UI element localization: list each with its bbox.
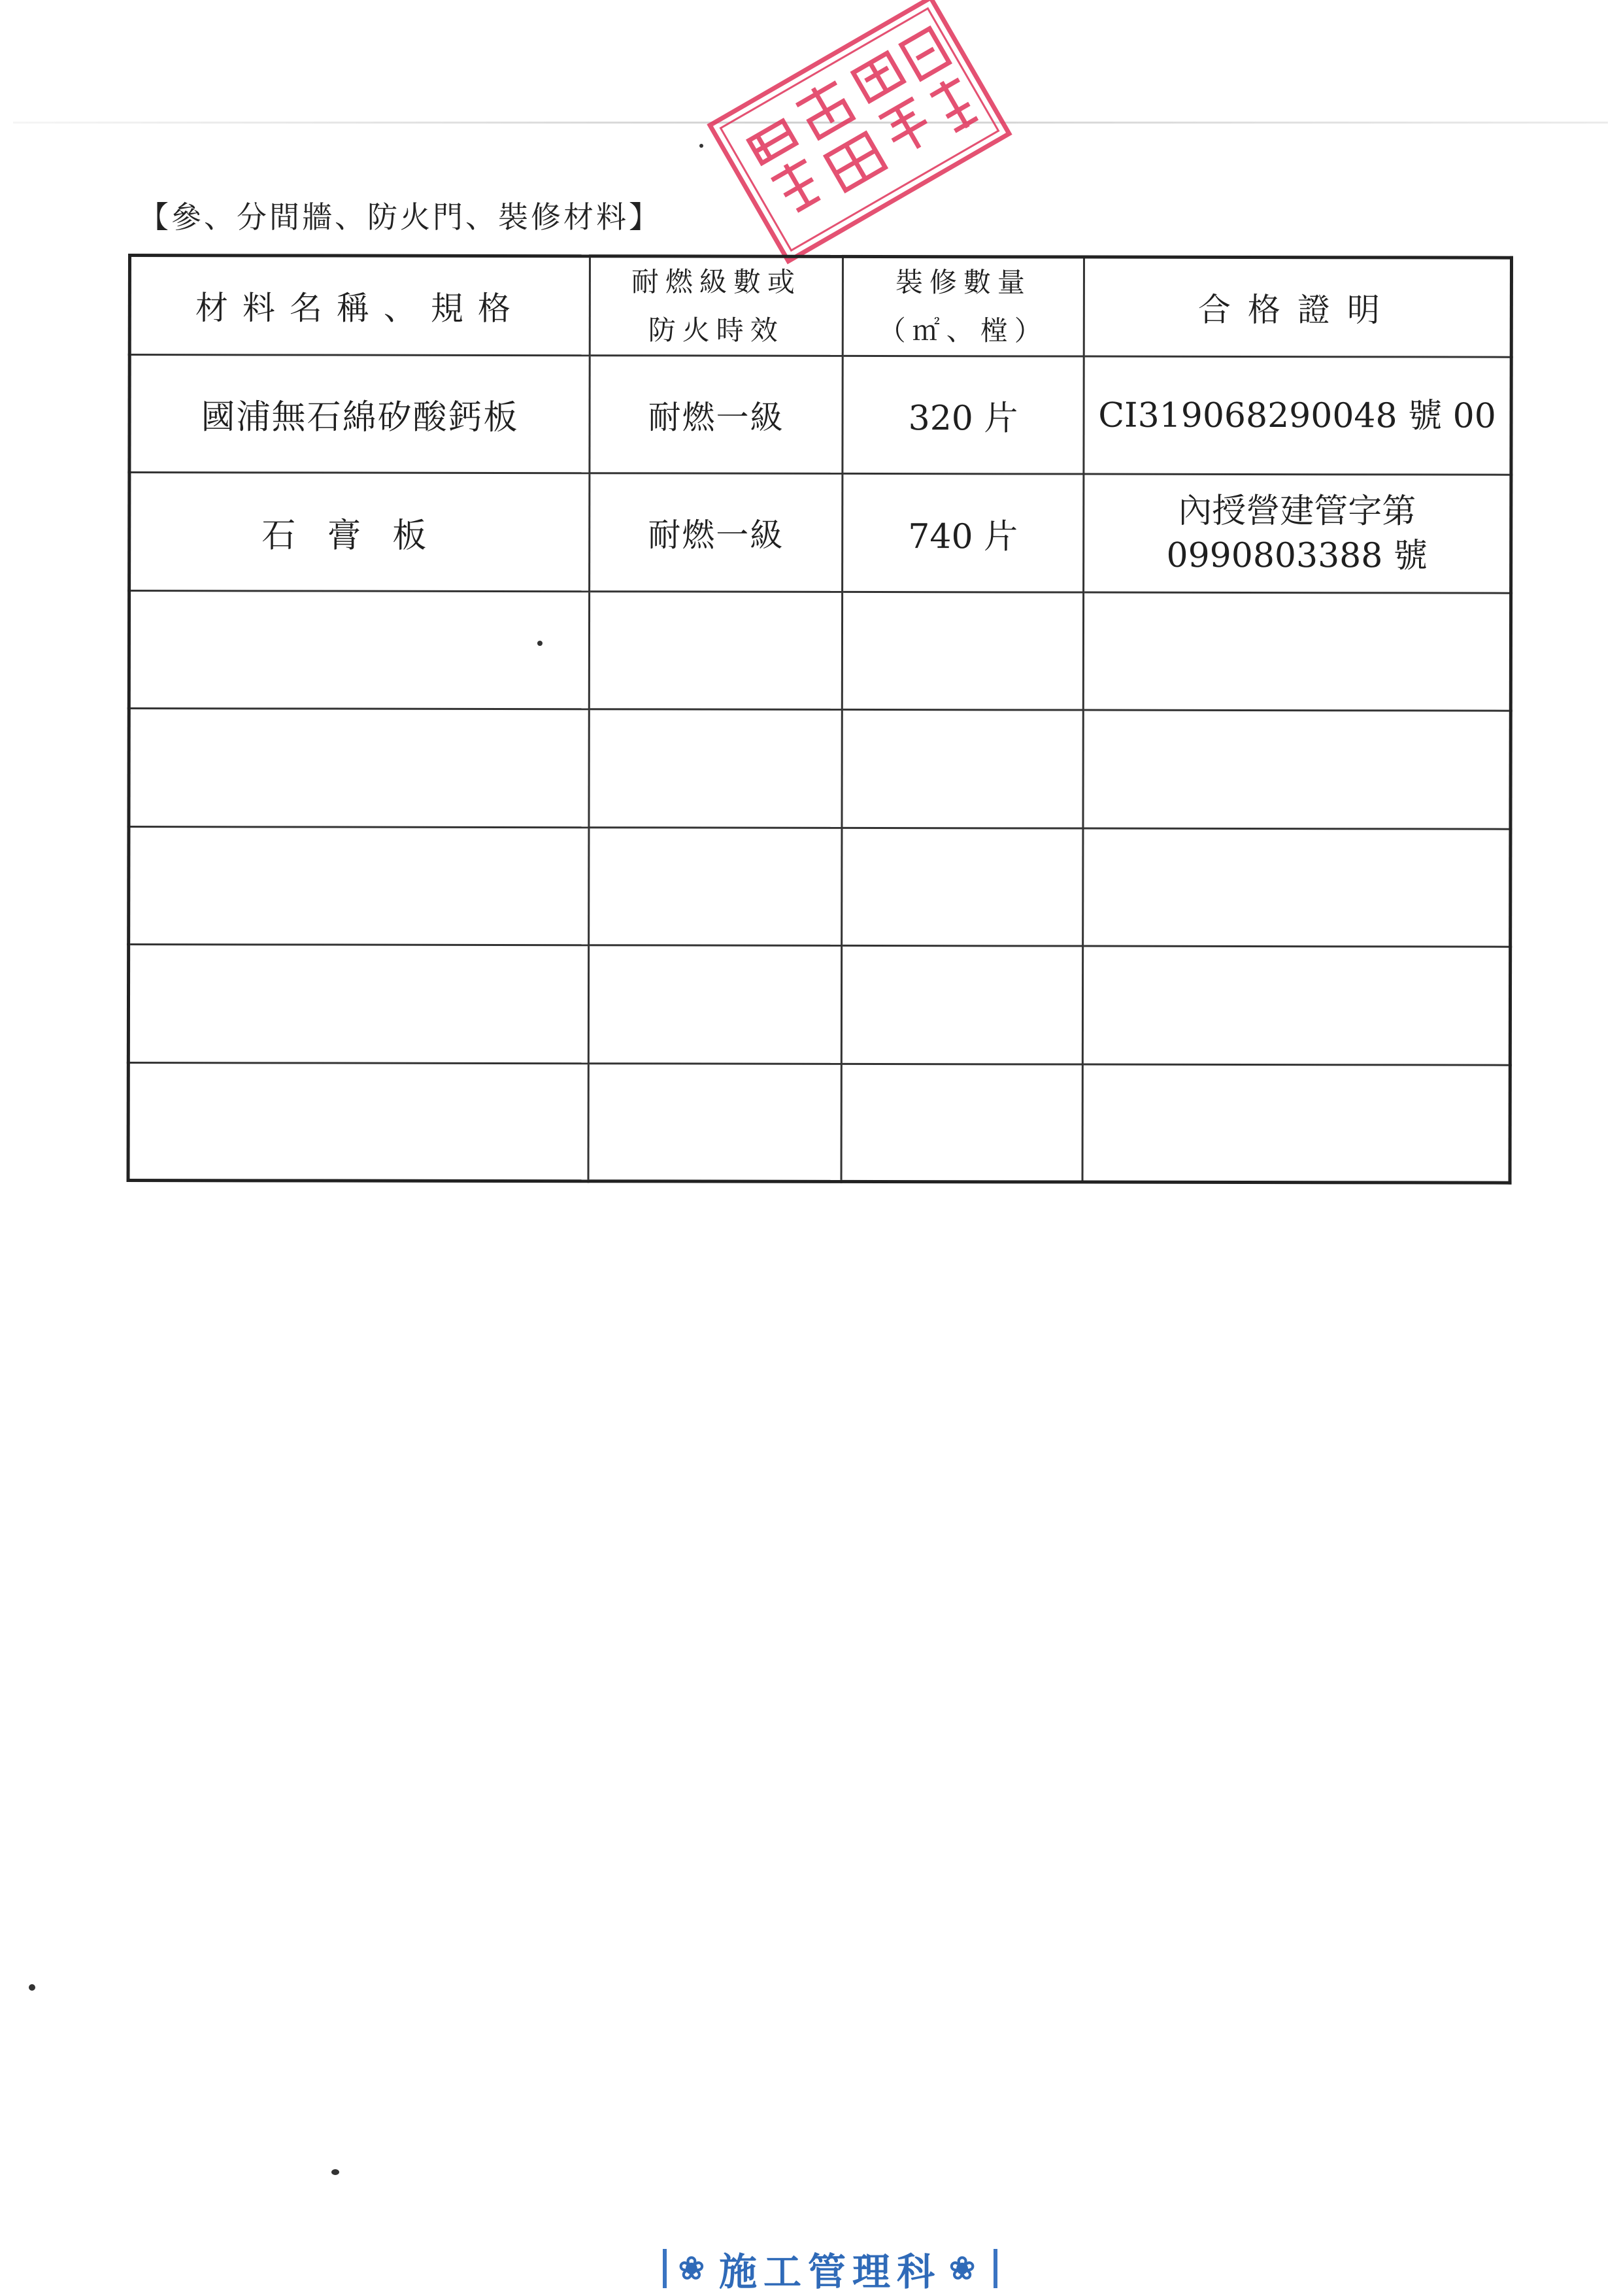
materials-table [127,254,1513,1185]
row-material-name: 國浦無石綿矽酸鈣板 [129,355,590,474]
row-certificate-line1: 內授營建管字第 [1178,491,1416,532]
row-fire-rating [588,945,841,1064]
row-material-name [129,590,589,709]
scan-speck [699,144,703,148]
header-quantity-line2: （㎡、樘） [878,314,1048,347]
table-row [129,826,1511,947]
row-material-name [129,709,589,828]
table-row [128,1062,1510,1183]
row-quantity: 740 片 [843,474,1084,592]
row-certificate [1083,592,1511,711]
header-fire-rating [590,256,843,356]
row-fire-rating: 耐燃一級 [590,473,843,592]
table-row [129,473,1511,593]
row-fire-rating: 耐燃一級 [590,356,843,474]
row-certificate [1083,710,1511,829]
stamp-border-right [994,2249,997,2288]
table-header-row [129,256,1511,358]
table-row [129,709,1511,829]
row-fire-rating [589,592,842,710]
header-certificate: 合格證明 [1084,257,1511,357]
scan-speck [29,1984,35,1991]
table-row [129,355,1511,475]
department-stamp [647,2244,1013,2293]
plum-blossom-icon: ❀ [949,2250,982,2287]
header-material-name: 材料名稱、規格 [129,256,590,356]
row-quantity [841,946,1082,1064]
row-quantity [842,828,1083,946]
row-certificate-line2: 0990803388 號 [1166,535,1428,576]
row-quantity [841,1064,1082,1182]
row-fire-rating [589,827,842,945]
row-fire-rating [589,709,842,828]
row-material-name [128,945,588,1064]
row-quantity [842,592,1083,710]
department-stamp-text: 施工管理科 [718,2250,941,2294]
table-row [129,590,1511,711]
row-certificate [1083,828,1511,947]
plum-blossom-icon: ❀ [678,2250,711,2287]
row-material-name [128,1062,588,1181]
row-certificate [1082,946,1510,1065]
header-fire-rating-line2: 防火時效 [648,314,784,346]
row-material-name [129,826,589,945]
scan-speck [537,641,543,646]
header-quantity-line1: 裝修數量 [895,266,1031,299]
row-material-name: 石膏板 [129,473,590,592]
scan-speck [331,2169,339,2175]
stamp-border-left [663,2249,667,2288]
header-quantity [843,256,1084,356]
header-fire-rating-line1: 耐燃級數或 [631,265,801,298]
row-certificate [1084,474,1511,593]
table-row [128,945,1510,1065]
row-certificate [1082,1064,1510,1183]
row-certificate [1084,356,1511,475]
row-fire-rating [588,1063,841,1181]
row-quantity [842,710,1083,828]
row-quantity: 320 片 [843,356,1084,474]
section-title: 【參、分間牆、防火門、裝修材料】 [139,199,661,235]
row-certificate-line1: CI319068290048 號 00 [1098,396,1496,436]
